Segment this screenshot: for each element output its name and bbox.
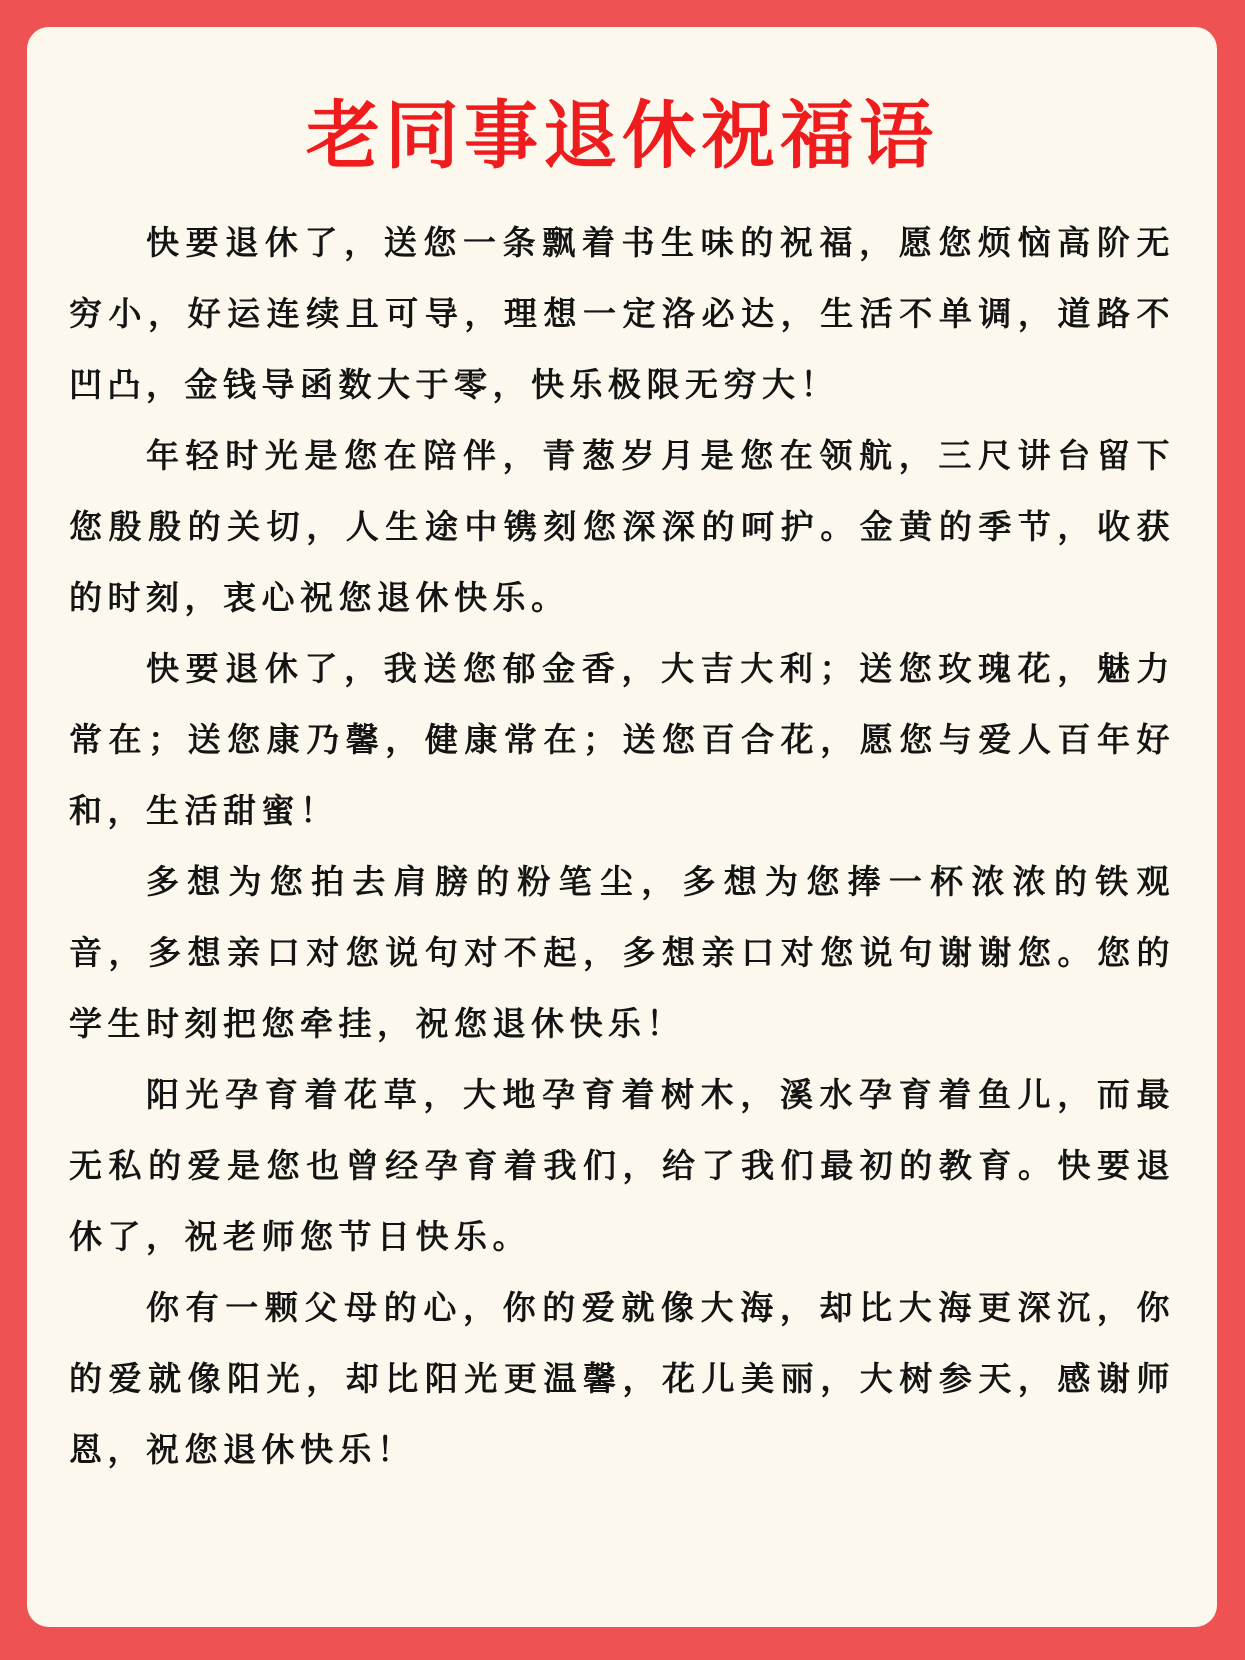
paragraph-1: 快要退休了，送您一条飘着书生味的祝福，愿您烦恼高阶无穷小，好运连续且可导，理想一定洛必达，生活不单调，道路不凹凸，金钱导函数大于零，快乐极限无穷大！ [69, 223, 1175, 404]
paragraph-4: 多想为您拍去肩膀的粉笔尘，多想为您捧一杯浓浓的铁观音，多想亲口对您说句对不起，多想亲口对您说句谢谢您。您的学生时刻把您牵挂，祝您退休快乐！ [69, 862, 1175, 1043]
page-title: 老同事退休祝福语 [306, 93, 938, 179]
paragraph-5: 阳光孕育着花草，大地孕育着树木，溪水孕育着鱼儿，而最无私的爱是您也曾经孕育着我们，给了我们最初的教育。快要退休了，祝老师您节日快乐。 [69, 1075, 1175, 1256]
paragraph-6: 你有一颗父母的心，你的爱就像大海，却比大海更深沉，你的爱就像阳光，却比阳光更温馨，花儿美丽，大树参天，感谢师恩，祝您退休快乐！ [69, 1288, 1175, 1469]
body-text [69, 207, 1175, 1485]
paragraph-2: 年轻时光是您在陪伴，青葱岁月是您在领航，三尺讲台留下您殷殷的关切，人生途中镌刻您深深的呵护。金黄的季节，收获的时刻，衷心祝您退休快乐。 [69, 436, 1175, 617]
content-card [27, 27, 1217, 1627]
paragraph-3: 快要退休了，我送您郁金香，大吉大利；送您玫瑰花，魅力常在；送您康乃馨，健康常在；送您百合花，愿您与爱人百年好和，生活甜蜜！ [69, 649, 1175, 830]
